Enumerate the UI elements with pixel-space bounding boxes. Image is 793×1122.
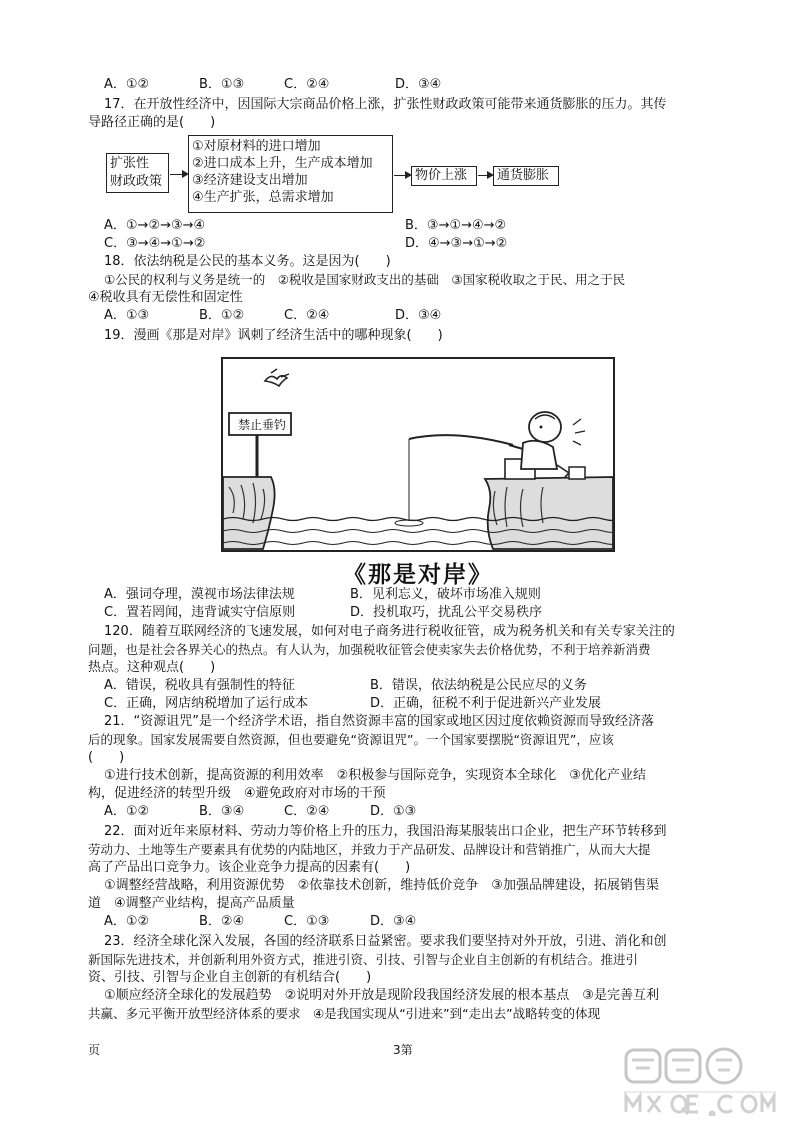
cartoon-illustration: [221, 357, 615, 552]
q20-stem-line-3: 热点。这种观点( ): [88, 660, 216, 675]
q17-option-b: B．③→①→④→②: [405, 218, 507, 233]
q21-option-c: C．②④: [284, 804, 330, 819]
q19-option-a: A．强词夺理，漠视市场法律法规: [104, 587, 295, 602]
q23-statements-line-1: ①顺应经济全球化的发展趋势 ②说明对外开放是现阶段我国经济发展的根本基点 ③是完善互利: [104, 988, 659, 1003]
q18-statements-line-1: ①公民的权利与义务是统一的 ②税收是国家财政支出的基础 ③国家税收取之于民、用之于民: [104, 272, 626, 287]
q21-statements-line-2: 构，促进经济的转型升级 ④避免政府对市场的干预: [88, 786, 386, 801]
q21-stem-line-3: ( ): [88, 750, 125, 765]
q20-option-a: A．错误，税收具有强制性的特征: [104, 678, 295, 693]
q22-stem-line-1: 22．面对近年来原材料、劳动力等价格上升的压力，我国沿海某服装出口企业，把生产环节转移到: [104, 824, 667, 839]
flow-box-middle: [188, 135, 393, 213]
footer-page-number: 3第: [393, 1043, 413, 1057]
q16-option-a: A．①②: [104, 77, 150, 92]
q21-stem-line-1: 21．“资源诅咒”是一个经济学术语，指自然资源丰富的国家或地区因过度依赖资源而导致经济落: [104, 714, 655, 729]
q20-option-b: B．错误，依法纳税是公民应尽的义务: [370, 678, 587, 693]
q17-stem-line-1: 17．在开放性经济中，因国际大宗商品价格上涨，扩张性财政政策可能带来通货膨胀的压力。其传: [104, 97, 667, 112]
q18-option-c: C．②④: [284, 308, 330, 323]
q22-option-c: C．①③: [284, 914, 330, 929]
q23-stem-line-1: 23．经济全球化深入发展，各国的经济联系日益紧密。要求我们要坚持对外开放，引进、消化和创: [104, 934, 667, 949]
q18-statements-line-2: ④税收具有无偿性和固定性: [88, 290, 243, 305]
flow-item-4: ④生产扩张，总需求增加: [192, 190, 334, 205]
flow-box-fiscal-line-2: 财政政策: [110, 174, 163, 189]
q22-stem-line-2: 劳动力、土地等生产要素具有优势的内陆地区，并致力于产品研发、品牌设计和营销推广，从而大大提: [88, 842, 651, 857]
flow-box-fiscal-line-1: 扩张性: [110, 156, 150, 171]
q18-option-b: B．①②: [199, 308, 245, 323]
flow-box-inflation: 通货膨胀: [493, 166, 559, 186]
q16-option-d: D．③④: [395, 77, 442, 92]
q20-stem-line-1: 120．随着互联网经济的飞速发展，如何对电子商务进行税收征管，成为税务机关和有关专家关注的: [104, 624, 675, 639]
q22-statements-line-1: ①调整经营战略，利用资源优势 ②依靠技术创新，维持低价竞争 ③加强品牌建设，拓展销售渠: [104, 878, 659, 893]
q17-option-d: D．④→③→①→②: [405, 236, 508, 251]
q19-option-b: B．见利忘义，破坏市场准入规则: [350, 587, 541, 602]
q18-option-a: A．①③: [104, 308, 150, 323]
footer-left: 页: [88, 1043, 101, 1057]
flow-item-3: ③经济建设支出增加: [192, 173, 308, 188]
q21-option-b: B．③④: [199, 804, 245, 819]
cartoon-drawing: [223, 359, 613, 550]
q17-option-c: C．③→④→①→②: [104, 236, 206, 251]
q22-option-d: D．③④: [370, 914, 417, 929]
flow-box-price-rise: 物价上涨: [411, 166, 477, 186]
q22-option-a: A．①②: [104, 914, 150, 929]
q18-option-d: D．③④: [395, 308, 442, 323]
q18-stem: 18．依法纳税是公民的基本义务。这是因为( ): [104, 254, 391, 269]
q17-option-a: A．①→②→③→④: [104, 218, 206, 233]
flow-item-1: ①对原材料的进口增加: [192, 139, 321, 154]
q20-option-c: C．正确，网店纳税增加了运行成本: [104, 696, 309, 711]
watermark-logo: [620, 1046, 785, 1116]
q17-stem-line-2: 导路径正确的是( ): [88, 115, 216, 130]
q21-option-a: A．①②: [104, 804, 150, 819]
q23-stem-line-2: 新国际先进技术，并创新利用外资方式，推进引资、引技、引智与企业自主创新的有机结合。推进引: [88, 952, 639, 967]
q16-option-b: B．①③: [199, 77, 245, 92]
q20-stem-line-2: 问题，也是社会各界关心的热点。有人认为，加强税收征管会使卖家失去价格优势，不利于培养新消费: [88, 642, 651, 657]
flow-item-2: ②进口成本上升，生产成本增加: [192, 156, 373, 171]
q19-option-c: C．置若罔闻，违背诚实守信原则: [104, 605, 296, 620]
flow-box-fiscal-policy: [106, 153, 169, 193]
cartoon-sign-text: 禁止垂钓: [237, 418, 286, 432]
q21-statements-line-1: ①进行技术创新，提高资源的利用效率 ②积极参与国际竞争，实现资本全球化 ③优化产业结: [104, 768, 646, 783]
cartoon-title: 《那是对岸》: [343, 561, 493, 588]
q21-option-d: D．①③: [370, 804, 417, 819]
flow-arrow-2: [394, 175, 410, 176]
flow-arrow-3: [478, 175, 492, 176]
q23-statements-line-2: 共赢、多元平衡开放型经济体系的要求 ④是我国实现从“引进来”到“走出去”战略转变的体现: [88, 1006, 601, 1021]
q20-option-d: D．正确，征税不利于促进新兴产业发展: [370, 696, 602, 711]
q22-option-b: B．②④: [199, 914, 245, 929]
q16-option-c: C．②④: [284, 77, 330, 92]
q22-statements-line-2: 道 ④调整产业结构，提高产品质量: [88, 896, 295, 911]
q22-stem-line-3: 高了产品出口竞争力。该企业竞争力提高的因素有( ): [88, 860, 411, 875]
q23-stem-line-3: 资、引技、引智与企业自主创新的有机结合( ): [88, 970, 372, 985]
q19-option-d: D．投机取巧，扰乱公平交易秩序: [350, 605, 543, 620]
q19-stem: 19．漫画《那是对岸》讽刺了经济生活中的哪种现象( ): [104, 328, 443, 343]
q21-stem-line-2: 后的现象。国家发展需要自然资源，但也要避免“资源诅咒”。一个国家要摆脱“资源诅咒”，应该: [88, 732, 614, 747]
flow-arrow-1: [170, 174, 187, 175]
